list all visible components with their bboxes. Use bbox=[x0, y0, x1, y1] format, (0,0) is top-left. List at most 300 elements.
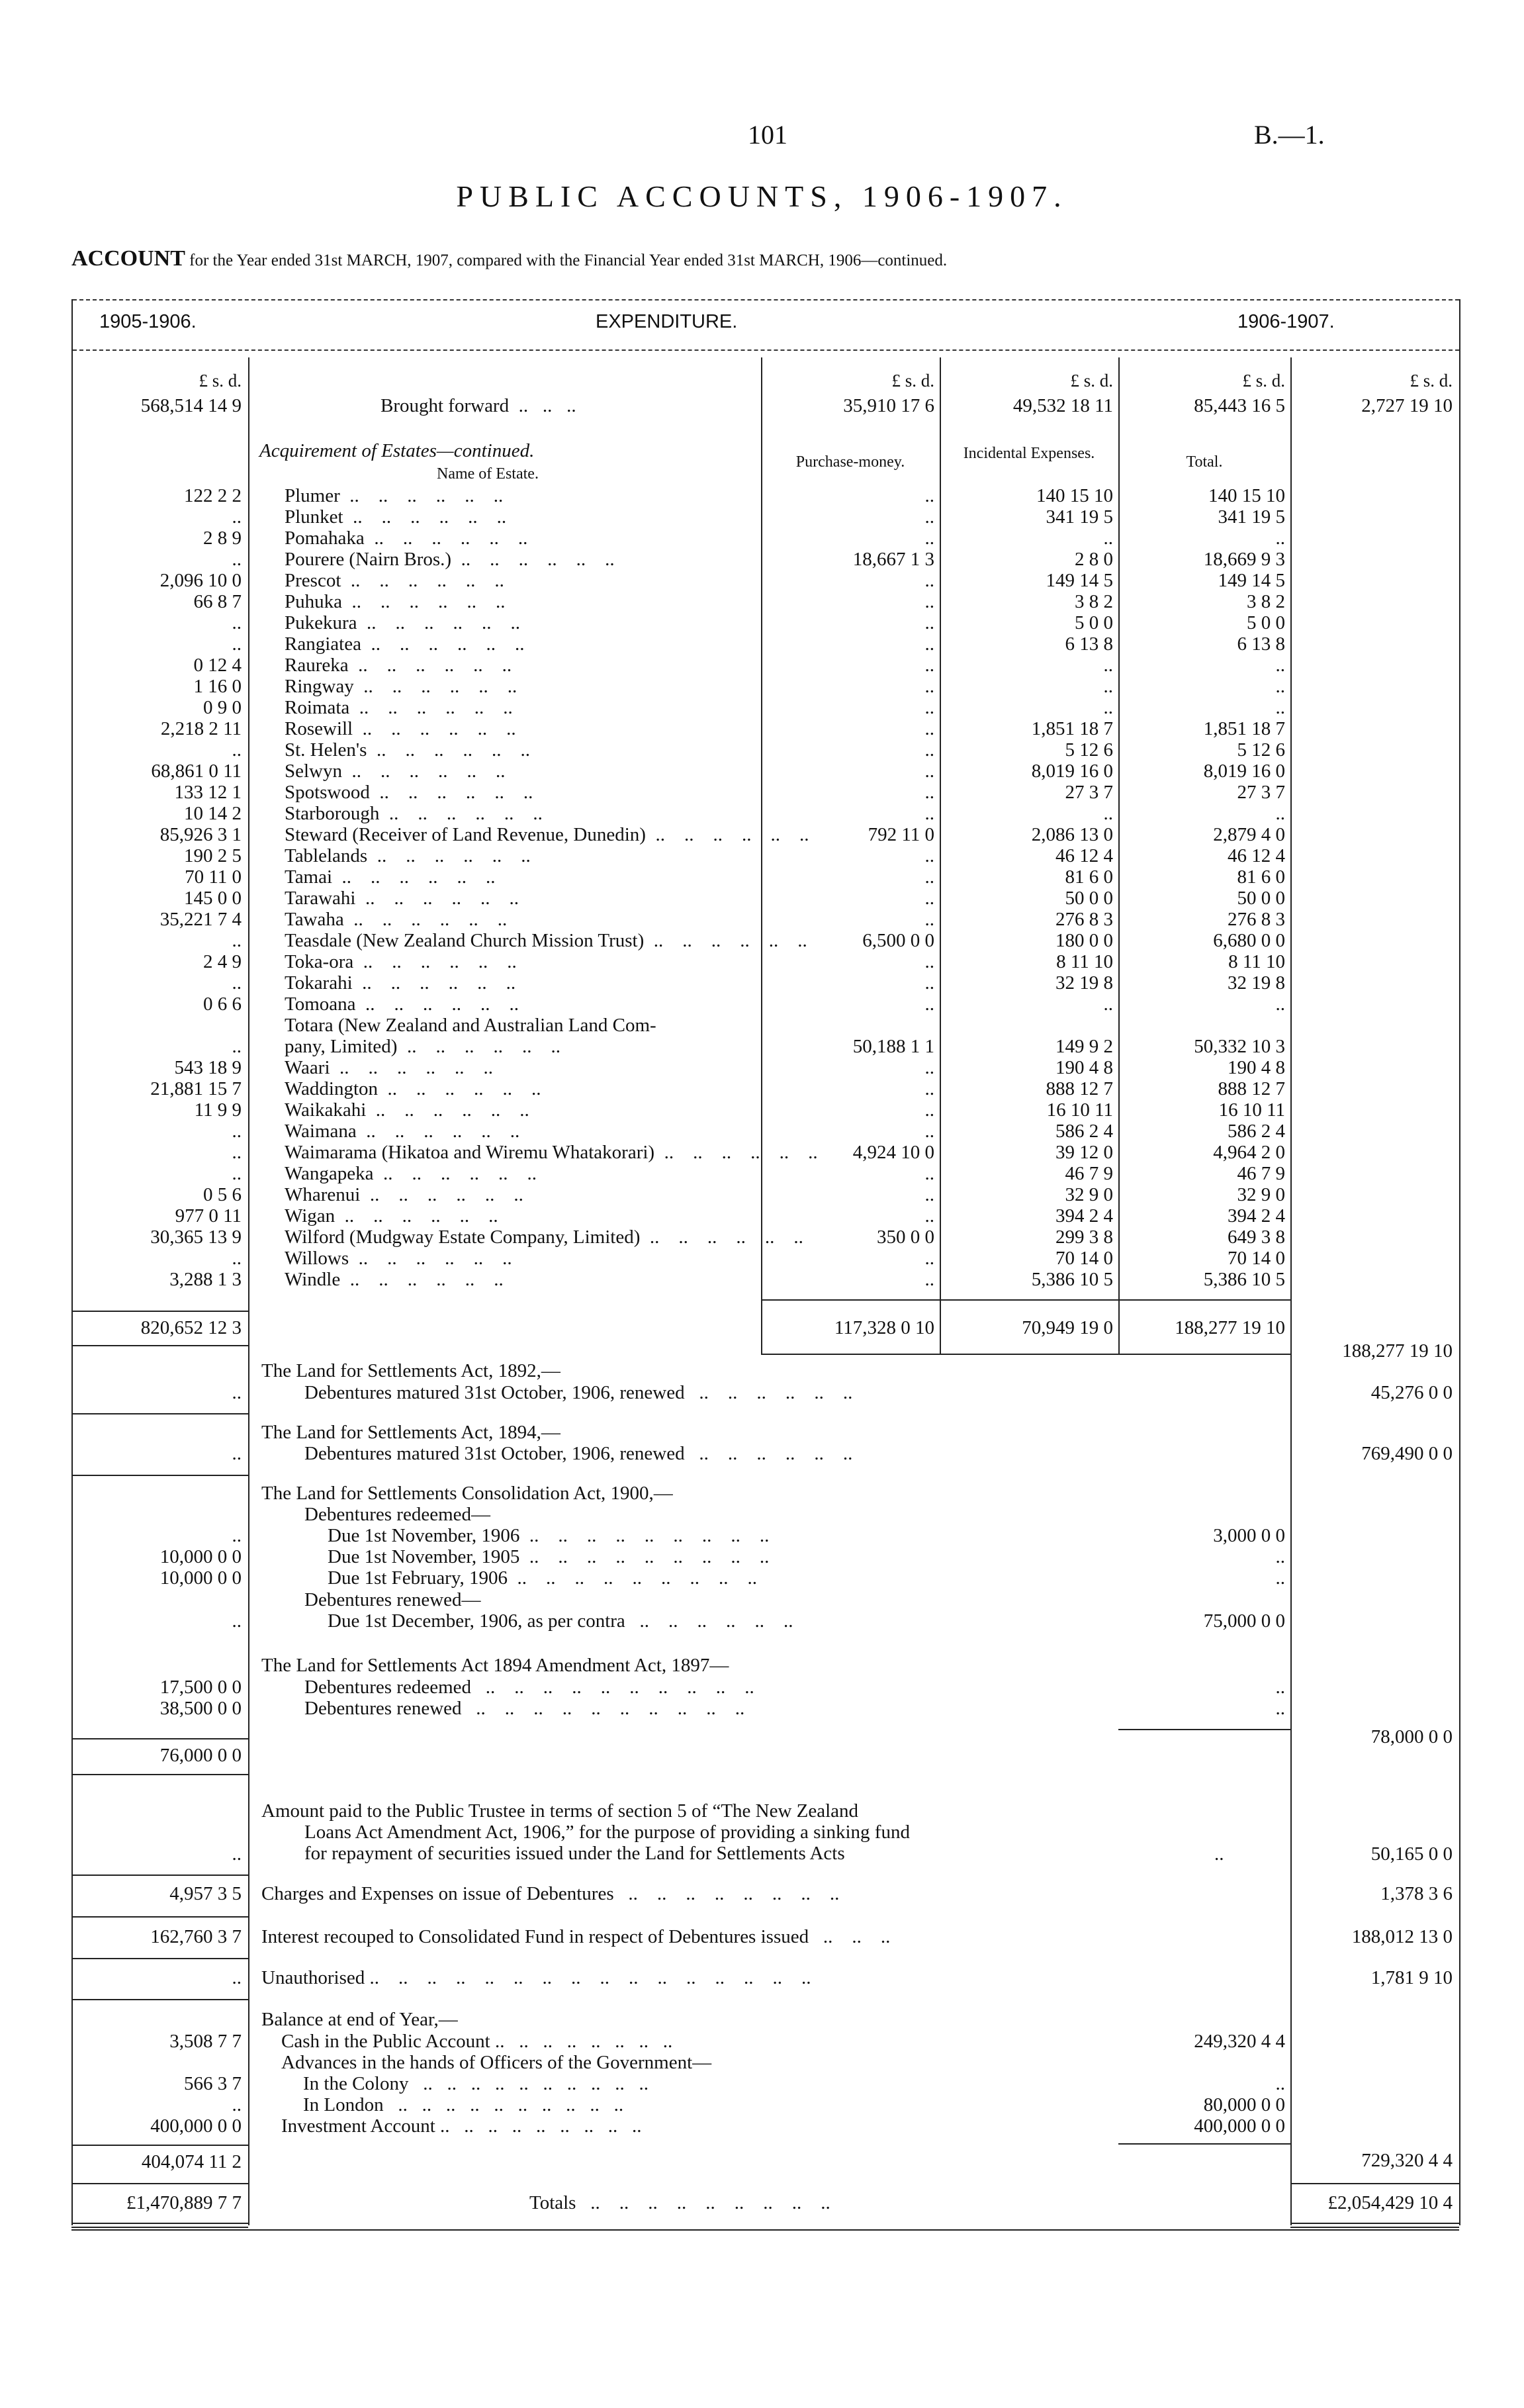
purchase-heading: Purchase-money. bbox=[795, 453, 905, 471]
act-1897-mid: .. bbox=[1275, 1677, 1285, 1698]
estate-incidental: 299 3 8 bbox=[1055, 1227, 1113, 1248]
estate-purchase: .. bbox=[924, 761, 934, 782]
estate-purchase: .. bbox=[924, 1078, 934, 1099]
act-1892-line-text: Debentures matured 31st October, 1906, renewed bbox=[304, 1382, 685, 1403]
balance-london-mid: 80,000 0 0 bbox=[1203, 2094, 1285, 2115]
public-trustee-leader: .. bbox=[1214, 1843, 1224, 1865]
estate-incidental: 888 12 7 bbox=[1046, 1078, 1113, 1099]
estate-name bbox=[285, 866, 758, 888]
estate-name bbox=[285, 1142, 818, 1164]
charges-right: 1,378 3 6 bbox=[1380, 1883, 1453, 1904]
act-1900-renewed-label: Due 1st December, 1906, as per contra .. .. .. .. .. .. bbox=[328, 1610, 793, 1632]
estate-total: .. bbox=[1275, 697, 1285, 718]
act-1900-renewed-label-text: Due 1st December, 1906, as per contra bbox=[328, 1610, 625, 1632]
balance-mid-rule bbox=[1118, 2143, 1290, 2145]
estate-total: 8 11 10 bbox=[1228, 951, 1285, 972]
estate-name-text: Tawaha bbox=[285, 909, 344, 930]
estate-name-text: Willows bbox=[285, 1248, 349, 1269]
estate-purchase: .. bbox=[924, 739, 934, 761]
estate-purchase: .. bbox=[924, 994, 934, 1015]
estate-leader-dots: .. .. .. .. .. .. bbox=[364, 528, 528, 549]
estate-incidental: 2,086 13 0 bbox=[1031, 824, 1113, 845]
name-of-estate-heading: Name of Estate. bbox=[437, 465, 539, 483]
estate-name bbox=[285, 676, 758, 698]
estate-incidental: 5,386 10 5 bbox=[1031, 1269, 1113, 1290]
estate-name bbox=[285, 1163, 758, 1185]
account-subtitle-text: for the Year ended 31st MARCH, 1907, compared with the Financial Year ended 31st MARCH, 1906—continued. bbox=[189, 252, 948, 269]
estate-prev-value: 0 9 0 bbox=[203, 697, 242, 718]
estate-name-text: Steward (Receiver of Land Revenue, Dunedin) bbox=[285, 824, 646, 845]
public-trustee-prev: .. bbox=[232, 1843, 242, 1865]
estate-incidental: 6 13 8 bbox=[1065, 633, 1113, 655]
estate-prev-value: 2 4 9 bbox=[203, 951, 242, 972]
estate-name bbox=[285, 591, 758, 613]
act-1897-label: Debentures redeemed .. .. .. .. .. .. .. .. .. .. bbox=[304, 1677, 754, 1698]
estate-purchase: .. bbox=[924, 697, 934, 718]
interest-label: Interest recouped to Consolidated Fund in respect of Debentures issued .. .. .. bbox=[261, 1926, 891, 1947]
estate-name-text: Pomahaka bbox=[285, 528, 365, 549]
estate-name-text: Windle bbox=[285, 1269, 341, 1290]
charges-label-text: Charges and Expenses on issue of Debentures bbox=[261, 1883, 614, 1904]
balance-cash-label: Cash in the Public Account .. .. .. .. .. .. .. .. bbox=[281, 2031, 673, 2052]
estate-leader-dots: .. .. .. .. .. .. bbox=[369, 782, 533, 803]
estate-leader-dots: .. .. .. .. .. .. bbox=[366, 1099, 529, 1121]
estate-name bbox=[285, 528, 758, 549]
estate-leader-dots: .. .. .. .. .. .. bbox=[343, 506, 507, 528]
bf-label-text: Brought forward bbox=[381, 395, 510, 416]
estate-incidental: 180 0 0 bbox=[1055, 930, 1113, 951]
totals-prev-double-rule bbox=[71, 2223, 248, 2228]
estate-purchase: .. bbox=[924, 612, 934, 633]
estate-name bbox=[285, 1036, 758, 1058]
estate-leader-dots: .. .. .. .. .. .. bbox=[451, 549, 615, 570]
estate-name bbox=[285, 718, 758, 740]
unauthorised-prev: .. bbox=[232, 1967, 242, 1988]
estate-prev-value: 3,288 1 3 bbox=[169, 1269, 242, 1290]
prev-subtotal-rule bbox=[71, 1311, 248, 1312]
estate-leader-dots: .. .. .. .. .. .. bbox=[373, 1163, 537, 1184]
estate-leader-dots: .. .. .. .. .. .. bbox=[348, 655, 512, 676]
estate-name-text: Prescot bbox=[285, 570, 341, 591]
balance-cash-label-text: Cash in the Public Account bbox=[281, 2031, 490, 2052]
estate-total: 46 7 9 bbox=[1237, 1163, 1285, 1184]
estate-prev-value: .. bbox=[232, 549, 242, 570]
estate-purchase: .. bbox=[924, 528, 934, 549]
bf-purchase: 35,910 17 6 bbox=[843, 395, 934, 416]
estate-name-text: Wilford (Mudgway Estate Company, Limited) bbox=[285, 1227, 641, 1248]
page-number: 101 bbox=[748, 120, 787, 150]
estate-incidental: 32 9 0 bbox=[1065, 1184, 1113, 1205]
estate-name bbox=[285, 655, 758, 676]
estate-prev-value: 68,861 0 11 bbox=[151, 761, 242, 782]
charges-prev: 4,957 3 5 bbox=[169, 1883, 242, 1904]
estate-total: 5,386 10 5 bbox=[1203, 1269, 1285, 1290]
estate-total: 32 9 0 bbox=[1237, 1184, 1285, 1205]
estate-name bbox=[285, 1227, 803, 1248]
estate-purchase: .. bbox=[924, 718, 934, 739]
estate-total: 3 8 2 bbox=[1247, 591, 1285, 612]
public-trustee-line: Amount paid to the Public Trustee in terms of section 5 of “The New Zealand bbox=[261, 1800, 859, 1822]
estate-name-text: pany, Limited) bbox=[285, 1036, 398, 1057]
estate-name bbox=[285, 1015, 758, 1037]
interest-label-text: Interest recouped to Consolidated Fund in respect of Debentures issued bbox=[261, 1926, 809, 1947]
act-1894-heading: The Land for Settlements Act, 1894,— bbox=[261, 1422, 560, 1443]
estate-purchase: 18,667 1 3 bbox=[852, 549, 934, 570]
act-1900-prev: .. bbox=[232, 1525, 242, 1546]
estate-leader-dots: .. .. .. .. .. .. bbox=[353, 718, 516, 739]
estate-incidental: .. bbox=[1103, 676, 1113, 697]
estate-purchase: 350 0 0 bbox=[877, 1227, 934, 1248]
estate-prev-value: .. bbox=[232, 930, 242, 951]
page-title-text: PUBLIC ACCOUNTS, 1906-1907. bbox=[456, 179, 1068, 213]
act-1900-label: Due 1st November, 1906 .. .. .. .. .. .. .. .. .. bbox=[328, 1525, 770, 1546]
estate-incidental: .. bbox=[1103, 803, 1113, 824]
estate-purchase: .. bbox=[924, 888, 934, 909]
estate-prev-value: 543 18 9 bbox=[174, 1057, 242, 1078]
estate-leader-dots: .. .. .. .. .. .. bbox=[640, 1227, 803, 1248]
estate-prev-value: .. bbox=[232, 506, 242, 528]
estate-leader-dots: .. .. .. .. .. .. bbox=[353, 951, 517, 972]
estate-prev-value: 66 8 7 bbox=[193, 591, 242, 612]
estate-name-text: Wigan bbox=[285, 1205, 336, 1227]
estate-incidental: 32 19 8 bbox=[1055, 972, 1113, 994]
estate-name-text: Waikakahi bbox=[285, 1099, 367, 1121]
estate-purchase: 792 11 0 bbox=[868, 824, 934, 845]
estate-name bbox=[285, 1184, 758, 1206]
estates-total-purchase: 117,328 0 10 bbox=[834, 1317, 934, 1338]
estate-incidental: 46 12 4 bbox=[1055, 845, 1113, 866]
balance-cash-mid: 249,320 4 4 bbox=[1194, 2031, 1285, 2052]
estate-incidental: .. bbox=[1103, 697, 1113, 718]
estate-name-text: Starborough bbox=[285, 803, 380, 824]
estate-name-text: Toka-ora bbox=[285, 951, 354, 972]
estate-purchase: .. bbox=[924, 1057, 934, 1078]
estate-incidental: 586 2 4 bbox=[1055, 1121, 1113, 1142]
act-1900-prev: 10,000 0 0 bbox=[159, 1546, 242, 1567]
estate-total: 46 12 4 bbox=[1228, 845, 1285, 866]
estate-total: .. bbox=[1275, 803, 1285, 824]
estate-leader-dots: .. .. .. .. .. .. bbox=[378, 1078, 541, 1099]
estate-incidental: 149 9 2 bbox=[1055, 1036, 1113, 1057]
estate-leader-dots: .. .. .. .. .. .. bbox=[332, 866, 496, 888]
estate-name bbox=[285, 739, 758, 761]
estate-total: 140 15 10 bbox=[1208, 485, 1285, 506]
estate-name bbox=[285, 612, 758, 634]
estate-name bbox=[285, 1205, 758, 1227]
act-1892-prev: .. bbox=[232, 1382, 242, 1403]
estate-total: .. bbox=[1275, 655, 1285, 676]
estate-total: 6 13 8 bbox=[1237, 633, 1285, 655]
act-1900-renewed-mid: 75,000 0 0 bbox=[1203, 1610, 1285, 1632]
balance-prev-total: 404,074 11 2 bbox=[141, 2151, 242, 2172]
estate-leader-dots: .. .. .. .. .. .. bbox=[367, 845, 531, 866]
estate-name bbox=[285, 761, 758, 782]
estate-name bbox=[285, 1078, 758, 1100]
balance-invest-prev: 400,000 0 0 bbox=[150, 2115, 242, 2137]
estate-purchase: .. bbox=[924, 782, 934, 803]
estate-prev-value: 21,881 15 7 bbox=[150, 1078, 242, 1099]
estate-prev-value: 122 2 2 bbox=[184, 485, 242, 506]
estate-prev-value: .. bbox=[232, 612, 242, 633]
totals-prev: £1,470,889 7 7 bbox=[126, 2192, 242, 2213]
act-1897-label: Debentures renewed .. .. .. .. .. .. .. .. .. .. bbox=[304, 1698, 745, 1719]
header-rule-bottom bbox=[73, 349, 1459, 351]
estate-incidental: .. bbox=[1103, 528, 1113, 549]
estate-prev-value: 977 0 11 bbox=[175, 1205, 242, 1227]
estate-purchase: .. bbox=[924, 1121, 934, 1142]
balance-colony-prev: 566 3 7 bbox=[184, 2073, 242, 2094]
estate-purchase: 50,188 1 1 bbox=[852, 1036, 934, 1057]
act-1900-prev: 10,000 0 0 bbox=[159, 1567, 242, 1589]
totals-right-double-rule bbox=[1290, 2223, 1459, 2228]
estate-name-text: Waimarama (Hikatoa and Wiremu Whatakorari) bbox=[285, 1142, 655, 1163]
rule-1892 bbox=[71, 1413, 248, 1414]
estate-name-text: Waimana bbox=[285, 1121, 357, 1142]
bf-incidental: 49,532 18 11 bbox=[1012, 395, 1113, 416]
public-trustee-right: 50,165 0 0 bbox=[1370, 1843, 1453, 1865]
estate-total: 149 14 5 bbox=[1218, 570, 1285, 591]
document-reference: B.—1. bbox=[1254, 120, 1325, 150]
rule-balance-top bbox=[71, 2145, 248, 2146]
bf-total: 85,443 16 5 bbox=[1194, 395, 1285, 416]
year-prev-heading: 1905-1906. bbox=[99, 311, 197, 332]
rule-balance-bottom bbox=[71, 2183, 248, 2184]
interest-right: 188,012 13 0 bbox=[1351, 1926, 1453, 1947]
balance-london-prev: .. bbox=[232, 2094, 242, 2115]
unit-right: £ s. d. bbox=[1410, 371, 1453, 391]
estate-name bbox=[285, 1099, 758, 1121]
estates-total-incidental: 70,949 19 0 bbox=[1022, 1317, 1113, 1338]
act-1897-mid: .. bbox=[1275, 1698, 1285, 1719]
estate-prev-value: 2,096 10 0 bbox=[159, 570, 242, 591]
estate-name-text: Spotswood bbox=[285, 782, 370, 803]
estate-leader-dots: .. .. .. .. .. .. bbox=[645, 824, 809, 845]
balance-heading: Balance at end of Year,— bbox=[261, 2009, 458, 2030]
estate-name bbox=[285, 994, 758, 1015]
estate-name bbox=[285, 549, 758, 571]
estate-prev-value: 1 16 0 bbox=[193, 676, 242, 697]
act-1900-mid: .. bbox=[1275, 1546, 1285, 1567]
estate-incidental: 8,019 16 0 bbox=[1031, 761, 1113, 782]
estate-leader-dots: .. .. .. .. .. .. bbox=[644, 930, 807, 951]
estate-leader-dots: .. .. .. .. .. .. bbox=[343, 909, 508, 930]
estate-total: 2,879 4 0 bbox=[1213, 824, 1285, 845]
estate-purchase: 4,924 10 0 bbox=[852, 1142, 934, 1163]
public-trustee-line: for repayment of securities issued under the Land for Settlements Acts bbox=[304, 1843, 845, 1864]
incidental-heading: Incidental Expenses. bbox=[963, 445, 1095, 462]
estate-prev-value: 70 11 0 bbox=[185, 866, 242, 888]
estate-name bbox=[285, 1121, 758, 1142]
estate-purchase: .. bbox=[924, 845, 934, 866]
estates-total-prev: 820,652 12 3 bbox=[140, 1317, 242, 1338]
estate-name bbox=[285, 697, 758, 719]
estate-total: 16 10 11 bbox=[1218, 1099, 1285, 1121]
estate-name-text: Tomoana bbox=[285, 994, 356, 1015]
rule-trustee bbox=[71, 1875, 248, 1876]
estate-total: 6,680 0 0 bbox=[1213, 930, 1285, 951]
estate-purchase: .. bbox=[924, 570, 934, 591]
estate-name-text: Tokarahi bbox=[285, 972, 353, 994]
rule-charges bbox=[71, 1916, 248, 1918]
estate-leader-dots: .. .. .. .. .. .. bbox=[349, 1248, 512, 1269]
estate-name-text: Plumer bbox=[285, 485, 340, 506]
estate-prev-value: 0 5 6 bbox=[203, 1184, 242, 1205]
act-1900-mid: .. bbox=[1275, 1567, 1285, 1589]
estate-name-text: Tamai bbox=[285, 866, 333, 888]
estate-name bbox=[285, 485, 758, 507]
act-1892-line: Debentures matured 31st October, 1906, renewed .. .. .. .. .. .. bbox=[304, 1382, 853, 1403]
estate-prev-value: .. bbox=[232, 1121, 242, 1142]
act-1900-heading: The Land for Settlements Consolidation Act, 1900,— bbox=[261, 1483, 673, 1504]
estate-prev-value: 35,221 7 4 bbox=[159, 909, 242, 930]
estate-incidental: 81 6 0 bbox=[1065, 866, 1113, 888]
balance-advances: Advances in the hands of Officers of the Government— bbox=[281, 2052, 712, 2073]
estate-total: .. bbox=[1275, 528, 1285, 549]
estate-purchase: .. bbox=[924, 485, 934, 506]
estate-incidental: 5 0 0 bbox=[1075, 612, 1113, 633]
estate-leader-dots: .. .. .. .. .. .. bbox=[355, 888, 519, 909]
estate-prev-value: .. bbox=[232, 972, 242, 994]
rule-1894 bbox=[71, 1475, 248, 1476]
rule-unauthorised bbox=[71, 1999, 248, 2000]
unit-incidental: £ s. d. bbox=[1070, 371, 1113, 391]
act-1900-redeemed: Debentures redeemed— bbox=[304, 1504, 491, 1525]
totals-right: £2,054,429 10 4 bbox=[1327, 2192, 1453, 2213]
estate-leader-dots: .. .. .. .. .. .. bbox=[330, 1057, 494, 1078]
estate-total: 8,019 16 0 bbox=[1203, 761, 1285, 782]
estates-total-total: 188,277 19 10 bbox=[1175, 1317, 1285, 1338]
estate-leader-dots: .. .. .. .. .. .. bbox=[397, 1036, 560, 1057]
estate-leader-dots: .. .. .. .. .. .. bbox=[340, 1269, 504, 1290]
estate-prev-value: 10 14 2 bbox=[184, 803, 242, 824]
estate-purchase: .. bbox=[924, 591, 934, 612]
act-1892-right: 45,276 0 0 bbox=[1370, 1382, 1453, 1403]
estate-total: 70 14 0 bbox=[1228, 1248, 1285, 1269]
act-1894-prev: .. bbox=[232, 1443, 242, 1464]
estate-incidental: 39 12 0 bbox=[1055, 1142, 1113, 1163]
estate-total: 1,851 18 7 bbox=[1203, 718, 1285, 739]
act-1900-renewed: Debentures renewed— bbox=[304, 1589, 481, 1610]
prev-subtotal-rule-2 bbox=[71, 1345, 248, 1346]
estate-leader-dots: .. .. .. .. .. .. bbox=[357, 612, 521, 633]
act-1900-label: Due 1st February, 1906 .. .. .. .. .. .. .. .. .. bbox=[328, 1567, 757, 1589]
estate-total: 50 0 0 bbox=[1237, 888, 1285, 909]
estate-name-text: Wharenui bbox=[285, 1184, 361, 1205]
estate-total: .. bbox=[1275, 994, 1285, 1015]
estate-incidental: 3 8 2 bbox=[1075, 591, 1113, 612]
estate-purchase: .. bbox=[924, 1205, 934, 1227]
estate-name bbox=[285, 570, 758, 592]
estate-total: 50,332 10 3 bbox=[1194, 1036, 1285, 1057]
estate-name-text: Puhuka bbox=[285, 591, 342, 612]
estate-leader-dots: .. .. .. .. .. .. bbox=[360, 1184, 523, 1205]
estate-name-text: Waari bbox=[285, 1057, 330, 1078]
estate-name-text: Ringway bbox=[285, 676, 354, 697]
estate-total: 81 6 0 bbox=[1237, 866, 1285, 888]
estate-prev-value: .. bbox=[232, 739, 242, 761]
estate-name bbox=[285, 782, 758, 804]
balance-colony-label-text: In the Colony bbox=[303, 2073, 409, 2094]
estate-incidental: 8 11 10 bbox=[1056, 951, 1113, 972]
estate-name bbox=[285, 1057, 758, 1079]
estate-name-text: Selwyn bbox=[285, 761, 342, 782]
balance-colony-mid: .. bbox=[1275, 2073, 1285, 2094]
estate-leader-dots: .. .. .. .. .. .. bbox=[342, 591, 506, 612]
balance-cash-prev: 3,508 7 7 bbox=[169, 2031, 242, 2052]
estate-name bbox=[285, 888, 758, 909]
estate-leader-dots: .. .. .. .. .. .. bbox=[335, 1205, 498, 1227]
estates-heading: Acquirement of Estates—continued. bbox=[259, 440, 535, 461]
estate-incidental: .. bbox=[1103, 655, 1113, 676]
estate-name-text: Rosewill bbox=[285, 718, 353, 739]
estate-name-text: Wangapeka bbox=[285, 1163, 374, 1184]
estate-leader-dots: .. .. .. .. .. .. bbox=[654, 1142, 818, 1163]
balance-invest-mid: 400,000 0 0 bbox=[1194, 2115, 1285, 2137]
act-1900-label: Due 1st November, 1905 .. .. .. .. .. .. .. .. .. bbox=[328, 1546, 770, 1567]
estate-incidental: 140 15 10 bbox=[1036, 485, 1113, 506]
rule-1897-bottom bbox=[71, 1774, 248, 1775]
estate-incidental: 394 2 4 bbox=[1055, 1205, 1113, 1227]
estate-prev-value: 0 6 6 bbox=[203, 994, 242, 1015]
estate-prev-value: 30,365 13 9 bbox=[150, 1227, 242, 1248]
total-heading: Total. bbox=[1186, 453, 1223, 471]
act-1892-heading: The Land for Settlements Act, 1892,— bbox=[261, 1360, 560, 1381]
estate-name bbox=[285, 1248, 758, 1270]
act-1897-prev: 17,500 0 0 bbox=[159, 1677, 242, 1698]
estate-prev-value: 11 9 9 bbox=[194, 1099, 242, 1121]
act-1897-heading: The Land for Settlements Act 1894 Amendment Act, 1897— bbox=[261, 1655, 729, 1676]
estate-leader-dots: .. .. .. .. .. .. bbox=[367, 739, 530, 761]
estate-name-text: Pukekura bbox=[285, 612, 357, 633]
estate-leader-dots: .. .. .. .. .. .. bbox=[361, 633, 525, 655]
estate-purchase: .. bbox=[924, 972, 934, 994]
bf-label: Brought forward .. .. .. bbox=[381, 395, 576, 416]
estate-leader-dots: .. .. .. .. .. .. bbox=[349, 697, 513, 718]
act-1894-right: 769,490 0 0 bbox=[1361, 1443, 1453, 1464]
estate-total: 649 3 8 bbox=[1228, 1227, 1285, 1248]
estate-name bbox=[285, 909, 758, 931]
estate-total: 27 3 7 bbox=[1237, 782, 1285, 803]
estate-prev-value: 85,926 3 1 bbox=[159, 824, 242, 845]
estate-purchase: .. bbox=[924, 633, 934, 655]
estate-leader-dots: .. .. .. .. .. .. bbox=[353, 676, 517, 697]
estate-prev-value: .. bbox=[232, 1036, 242, 1057]
unit-purchase: £ s. d. bbox=[891, 371, 934, 391]
estate-purchase: .. bbox=[924, 1163, 934, 1184]
estates-total-right: 188,277 19 10 bbox=[1342, 1340, 1453, 1362]
estate-purchase: .. bbox=[924, 909, 934, 930]
estate-purchase: .. bbox=[924, 506, 934, 528]
act-1897-prev: 38,500 0 0 bbox=[159, 1698, 242, 1719]
estate-prev-value: .. bbox=[232, 1163, 242, 1184]
estate-name bbox=[285, 803, 758, 825]
estate-purchase: .. bbox=[924, 866, 934, 888]
estate-incidental: 5 12 6 bbox=[1065, 739, 1113, 761]
rule-totals-right-top bbox=[1290, 2183, 1459, 2184]
estate-prev-value: .. bbox=[232, 633, 242, 655]
estate-purchase: 6,500 0 0 bbox=[862, 930, 934, 951]
estate-total: 341 19 5 bbox=[1218, 506, 1285, 528]
estate-incidental: 341 19 5 bbox=[1046, 506, 1113, 528]
estate-name-text: Pourere (Nairn Bros.) bbox=[285, 549, 452, 570]
estate-name-text: Tarawahi bbox=[285, 888, 356, 909]
totals-label-text: Totals bbox=[529, 2192, 576, 2213]
act-1897-prev-total: 76,000 0 0 bbox=[159, 1745, 242, 1766]
estate-total: 5 12 6 bbox=[1237, 739, 1285, 761]
unit-total: £ s. d. bbox=[1242, 371, 1285, 391]
balance-london-label-text: In London bbox=[303, 2094, 384, 2115]
estate-leader-dots: .. .. .. .. .. .. bbox=[339, 485, 504, 506]
